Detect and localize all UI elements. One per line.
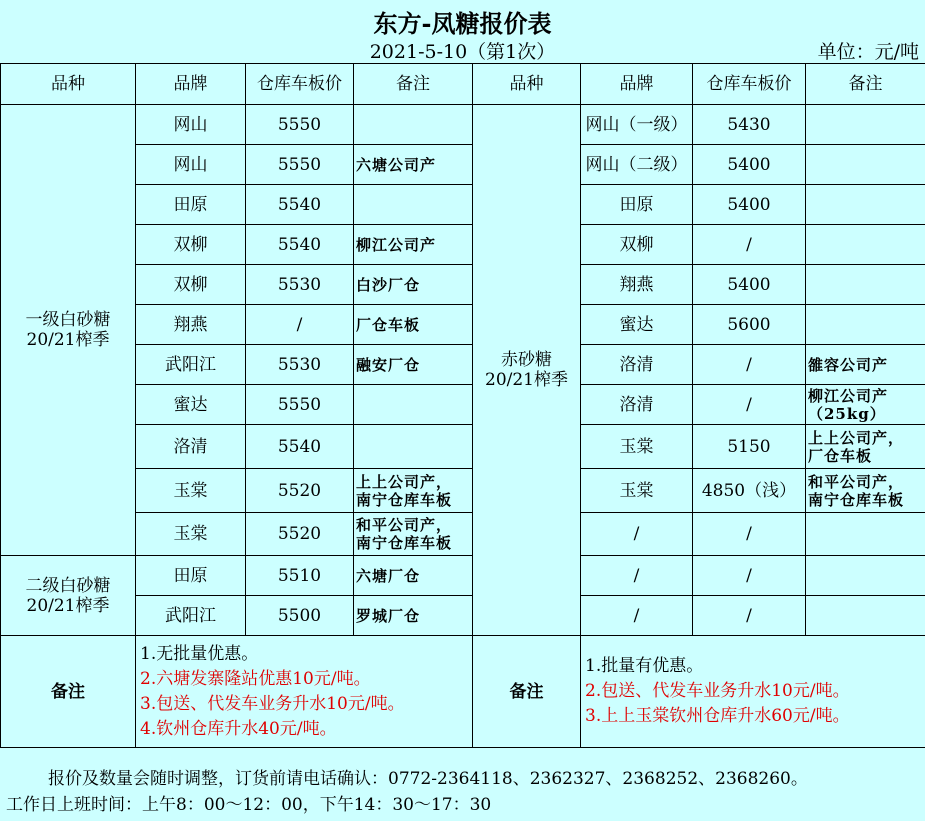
- price-cell: 5400: [693, 145, 806, 185]
- table-row: [1, 345, 925, 385]
- price-table: [0, 63, 925, 748]
- brand-cell: 蜜达: [136, 385, 246, 425]
- price-cell: 5400: [693, 185, 806, 225]
- column-header: 品种: [473, 64, 581, 105]
- price-cell: 5400: [693, 265, 806, 305]
- price-cell: 5520: [246, 469, 354, 513]
- remarks-label: 备注: [1, 636, 136, 748]
- remark-line: 3.上上玉棠钦州仓库升水60元/吨。: [585, 706, 850, 726]
- column-header: 品牌: [581, 64, 693, 105]
- brand-cell: 双柳: [581, 225, 693, 265]
- price-cell: /: [693, 556, 806, 596]
- table-row: [1, 305, 925, 345]
- category-cell: 赤砂糖 20/21榨季: [473, 105, 581, 636]
- brand-cell: 蜜达: [581, 305, 693, 345]
- note-cell: [806, 145, 925, 185]
- note-cell: 和平公司产， 南宁仓库车板: [354, 513, 473, 556]
- brand-cell: 田原: [136, 185, 246, 225]
- price-cell: /: [693, 513, 806, 556]
- price-cell: 5550: [246, 145, 354, 185]
- brand-cell: 田原: [581, 185, 693, 225]
- brand-cell: /: [581, 596, 693, 636]
- remark-line: 2.包送、代发车业务升水10元/吨。: [585, 681, 850, 701]
- price-cell: /: [693, 225, 806, 265]
- remarks-row: [1, 636, 925, 748]
- brand-cell: 双柳: [136, 265, 246, 305]
- note-cell: 六塘公司产: [354, 145, 473, 185]
- price-cell: 5520: [246, 513, 354, 556]
- table-row: [1, 425, 925, 469]
- category-cell: 二级白砂糖 20/21榨季: [1, 556, 136, 636]
- remark-line: 2.六塘发寨隆站优惠10元/吨。: [140, 668, 371, 689]
- brand-cell: /: [581, 556, 693, 596]
- note-cell: 罗城厂仓: [354, 596, 473, 636]
- brand-cell: 玉棠: [136, 513, 246, 556]
- brand-cell: 双柳: [136, 225, 246, 265]
- table-row: [1, 513, 925, 556]
- price-cell: 4850（浅）: [693, 469, 806, 513]
- remarks-label: 备注: [473, 636, 581, 748]
- note-cell: [806, 513, 925, 556]
- price-cell: 5500: [246, 596, 354, 636]
- note-cell: 白沙厂仓: [354, 265, 473, 305]
- note-cell: [806, 556, 925, 596]
- brand-cell: 武阳江: [136, 345, 246, 385]
- table-row: [1, 225, 925, 265]
- table-row: [1, 145, 925, 185]
- brand-cell: 田原: [136, 556, 246, 596]
- price-cell: 5150: [693, 425, 806, 469]
- brand-cell: 翔燕: [581, 265, 693, 305]
- column-header: 仓库车板价: [693, 64, 806, 105]
- brand-cell: 玉棠: [581, 469, 693, 513]
- table-row: [1, 265, 925, 305]
- note-cell: 柳江公司产: [354, 225, 473, 265]
- note-cell: 融安厂仓: [354, 345, 473, 385]
- note-cell: [354, 425, 473, 469]
- remarks-left: [136, 636, 473, 748]
- table-row: [1, 105, 925, 145]
- price-cell: 5510: [246, 556, 354, 596]
- note-cell: [354, 385, 473, 425]
- footer-hours: 工作日上班时间：上午8：00～12：00，下午14：30～17：30: [6, 795, 492, 815]
- note-cell: 上上公司产， 厂仓车板: [806, 425, 925, 469]
- price-cell: /: [693, 385, 806, 425]
- note-cell: [354, 105, 473, 145]
- header-row: [1, 64, 925, 105]
- brand-cell: 网山: [136, 105, 246, 145]
- note-cell: [806, 596, 925, 636]
- brand-cell: 洛清: [581, 345, 693, 385]
- remarks-right: [581, 636, 925, 748]
- price-cell: 5600: [693, 305, 806, 345]
- note-cell: [806, 185, 925, 225]
- brand-cell: 网山（一级）: [581, 105, 693, 145]
- unit-label: 单位：元/吨: [817, 41, 919, 63]
- table-row: [1, 385, 925, 425]
- remark-line: 4.钦州仓库升水40元/吨。: [140, 718, 337, 739]
- column-header: 仓库车板价: [246, 64, 354, 105]
- price-cell: 5530: [246, 265, 354, 305]
- brand-cell: 翔燕: [136, 305, 246, 345]
- price-cell: 5550: [246, 385, 354, 425]
- price-cell: /: [693, 596, 806, 636]
- note-cell: 和平公司产， 南宁仓库车板: [806, 469, 925, 513]
- brand-cell: /: [581, 513, 693, 556]
- note-cell: [806, 225, 925, 265]
- price-cell: 5430: [693, 105, 806, 145]
- brand-cell: 玉棠: [136, 469, 246, 513]
- remark-line: 3.包送、代发车业务升水10元/吨。: [140, 693, 405, 714]
- price-cell: /: [693, 345, 806, 385]
- column-header: 品种: [1, 64, 136, 105]
- footer: [0, 747, 925, 821]
- table-row: [1, 556, 925, 596]
- date-subtitle: 2021-5-10（第1次）: [369, 41, 556, 63]
- note-cell: [806, 305, 925, 345]
- category-cell: 一级白砂糖 20/21榨季: [1, 105, 136, 556]
- price-cell: 5530: [246, 345, 354, 385]
- price-cell: 5540: [246, 225, 354, 265]
- title-area: [0, 0, 925, 63]
- note-cell: 六塘厂仓: [354, 556, 473, 596]
- price-cell: 5540: [246, 425, 354, 469]
- column-header: 备注: [354, 64, 473, 105]
- note-cell: [354, 185, 473, 225]
- brand-cell: 武阳江: [136, 596, 246, 636]
- note-cell: [806, 265, 925, 305]
- remark-line: 1.无批量优惠。: [140, 643, 259, 664]
- price-cell: 5540: [246, 185, 354, 225]
- page-title: 东方-凤糖报价表: [373, 9, 552, 38]
- price-cell: 5550: [246, 105, 354, 145]
- note-cell: 上上公司产， 南宁仓库车板: [354, 469, 473, 513]
- column-header: 备注: [806, 64, 925, 105]
- remark-line: 1.批量有优惠。: [585, 656, 704, 676]
- column-header: 品牌: [136, 64, 246, 105]
- note-cell: 厂仓车板: [354, 305, 473, 345]
- note-cell: [806, 105, 925, 145]
- footer-contact: 报价及数量会随时调整，订货前请电话确认：0772-2364118、2362327、2368252、2368260。: [48, 769, 808, 789]
- brand-cell: 洛清: [581, 385, 693, 425]
- note-cell: 柳江公司产 （25kg）: [806, 385, 925, 425]
- note-cell: 雒容公司产: [806, 345, 925, 385]
- brand-cell: 玉棠: [581, 425, 693, 469]
- brand-cell: 网山（二级）: [581, 145, 693, 185]
- brand-cell: 洛清: [136, 425, 246, 469]
- price-cell: /: [246, 305, 354, 345]
- table-row: [1, 185, 925, 225]
- table-row: [1, 469, 925, 513]
- brand-cell: 网山: [136, 145, 246, 185]
- table-row: [1, 596, 925, 636]
